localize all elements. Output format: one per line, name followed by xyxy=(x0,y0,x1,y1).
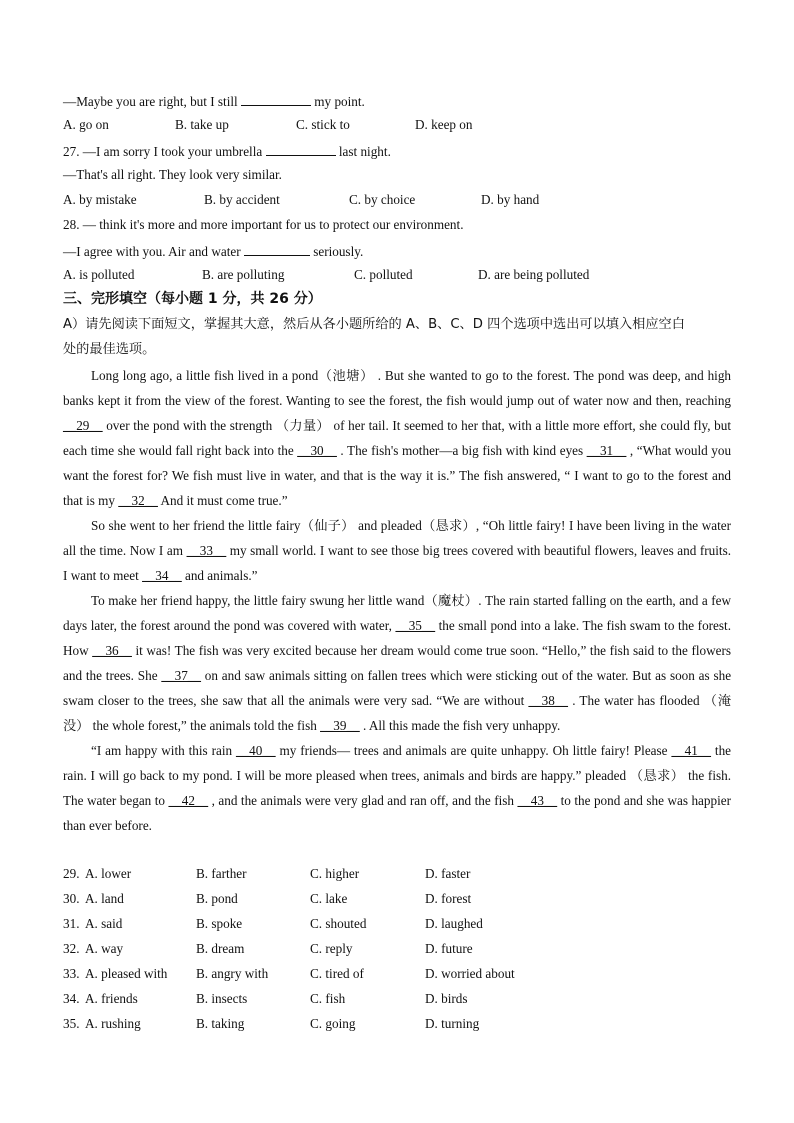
q26-dialog-text-end: my point. xyxy=(314,94,365,109)
option-a: A. land xyxy=(85,891,124,906)
option-a: A. said xyxy=(85,916,123,931)
q28-answer-blank xyxy=(244,241,310,256)
option-d: D. future xyxy=(425,941,473,956)
q27-question xyxy=(63,141,391,161)
option-a: A. friends xyxy=(85,991,138,1006)
option-c: C. higher xyxy=(310,866,360,881)
option-c: C. lake xyxy=(310,891,348,906)
q26-options xyxy=(63,116,473,134)
q27-option-a: A. by mistake xyxy=(63,192,137,207)
option-c: C. shouted xyxy=(310,916,367,931)
blank-43: __43__ xyxy=(517,793,558,808)
q26-dialog-line xyxy=(63,91,365,111)
option-c: C. fish xyxy=(310,991,346,1006)
passage-paragraph-1: Long long ago, a little fish lived in a pond（池塘） . But she wanted to go to the forest. The pond was deep, and high banks kept it from the view of the forest. Wanting to see the forest, the fish would jump out of water now and then, reaching __29__ over the pond with the strength （力量） of her tail. It seemed to her that, with a little more effort, she could fly, but each time she would fall right back into the __30__ . The fish's mother—a big fish with kind eyes __31__ , “What would you want the forest for? We fish must live in water, and that is the way it is.” The fish answered, “ I want to go to the forest and that is my __32__ And it must come true.” xyxy=(63,368,732,508)
q26-option-a: A. go on xyxy=(63,117,109,132)
blank-32: __32__ xyxy=(118,493,158,508)
blank-33: __33__ xyxy=(186,543,227,558)
cloze-passage xyxy=(63,363,731,838)
choice-row-32 xyxy=(63,940,473,958)
passage-paragraph-2: So she went to her friend the little fairy（仙子） and pleaded（恳求）, “Oh little fairy! I have been living in the water all the time. Now I am __33__ my small world. I want to see those big trees covered with beautiful flowers, leaves and fruits. I want to meet __34__ and animals.” xyxy=(63,518,732,583)
q28-option-c: C. polluted xyxy=(354,267,413,282)
passage-paragraph-3: To make her friend happy, the little fairy swung her little wand（魔杖）. The rain started falling on the earth, and a few days later, the forest around the pond was covered with water, __35__ the small pond into a lake. The fish swam to the forest. How __36__ it was! The fish was very excited because her dream would come true soon. “Hello,” the fish said to the flowers and the trees. She __37__ on and saw animals sitting on fallen trees which were sticking out of the water. But as soon as she swam closer to the trees, she saw that all the animals were very sad. “We are without __38__ . The water has flooded （淹没） the whole forest,” the animals told the fish __39__ . All this made the fish very unhappy. xyxy=(63,593,732,733)
blank-31: __31__ xyxy=(586,443,627,458)
q28-option-d: D. are being polluted xyxy=(478,267,590,282)
q26-option-d: D. keep on xyxy=(415,117,473,132)
option-c: C. tired of xyxy=(310,966,364,981)
q27-text: 27. —I am sorry I took your umbrella xyxy=(63,144,263,159)
q28-text: —I agree with you. Air and water xyxy=(63,244,241,259)
question-number: 29. xyxy=(63,866,80,881)
section-instruction-line2: 处的最佳选项。 xyxy=(63,342,156,357)
q26-dialog-text: —Maybe you are right, but I still xyxy=(63,94,238,109)
q27-option-c: C. by choice xyxy=(349,192,416,207)
q28-options xyxy=(63,266,589,284)
q27-option-b: B. by accident xyxy=(204,192,280,207)
q28-question: 28. — think it's more and more important for us to protect our environment. xyxy=(63,217,464,232)
option-b: B. spoke xyxy=(196,916,243,931)
blank-34: __34__ xyxy=(142,568,182,583)
blank-38: __38__ xyxy=(528,693,568,708)
blank-42: __42__ xyxy=(168,793,209,808)
question-number: 33. xyxy=(63,966,80,981)
q27-options xyxy=(63,191,539,209)
q27-option-d: D. by hand xyxy=(481,192,540,207)
section-heading: 三、完形填空（每小题 1 分，共 26 分） xyxy=(63,291,322,307)
blank-36: __36__ xyxy=(92,643,132,658)
choice-row-34 xyxy=(63,990,468,1008)
blank-41: __41__ xyxy=(671,743,711,758)
option-d: D. birds xyxy=(425,991,468,1006)
blank-40: __40__ xyxy=(235,743,276,758)
option-d: D. faster xyxy=(425,866,471,881)
blank-30: __30__ xyxy=(297,443,337,458)
q28-reply xyxy=(63,241,363,261)
blank-37: __37__ xyxy=(161,668,201,683)
option-d: D. forest xyxy=(425,891,472,906)
q26-option-b: B. take up xyxy=(175,117,229,132)
q28-option-b: B. are polluting xyxy=(202,267,285,282)
q28-text-end: seriously. xyxy=(313,244,364,259)
option-b: B. pond xyxy=(196,891,238,906)
option-d: D. turning xyxy=(425,1016,480,1031)
option-b: B. insects xyxy=(196,991,248,1006)
question-number: 31. xyxy=(63,916,80,931)
choice-row-31 xyxy=(63,915,483,933)
option-a: A. rushing xyxy=(85,1016,141,1031)
blank-29: __29__ xyxy=(63,418,103,433)
section-instruction-line1: A）请先阅读下面短文，掌握其大意，然后从各小题所给的 A、B、C、D 四个选项中选出可以填入相应空白 xyxy=(63,317,685,332)
option-b: B. taking xyxy=(196,1016,245,1031)
option-d: D. laughed xyxy=(425,916,483,931)
option-a: A. pleased with xyxy=(85,966,168,981)
option-b: B. angry with xyxy=(196,966,269,981)
q26-option-c: C. stick to xyxy=(296,117,350,132)
choice-row-29 xyxy=(63,865,470,883)
option-c: C. going xyxy=(310,1016,356,1031)
question-number: 30. xyxy=(63,891,80,906)
q26-answer-blank xyxy=(241,91,311,106)
passage-paragraph-4: “I am happy with this rain __40__ my friends— trees and animals are quite unhappy. Oh little fairy! Please __41__ the rain. I will go back to my pond. I will be more pleased when trees, animals and birds are happy.” pleaded （恳求） the fish. The water began to __42__ , and the animals were very glad and ran off, and the fish __43__ to the pond and she was happier than ever before. xyxy=(63,743,732,833)
q27-reply: —That's all right. They look very similar. xyxy=(63,167,282,182)
question-number: 34. xyxy=(63,991,80,1006)
option-d: D. worried about xyxy=(425,966,515,981)
choice-row-35 xyxy=(63,1015,479,1033)
choice-row-33 xyxy=(63,965,515,983)
question-number: 35. xyxy=(63,1016,80,1031)
option-b: B. farther xyxy=(196,866,247,881)
question-number: 32. xyxy=(63,941,80,956)
option-a: A. way xyxy=(85,941,124,956)
q27-answer-blank xyxy=(266,141,336,156)
blank-35: __35__ xyxy=(395,618,436,633)
q27-text-end: last night. xyxy=(338,144,391,159)
option-b: B. dream xyxy=(196,941,245,956)
option-a: A. lower xyxy=(85,866,132,881)
blank-39: __39__ xyxy=(320,718,360,733)
q28-option-a: A. is polluted xyxy=(63,267,135,282)
choice-row-30 xyxy=(63,890,471,908)
option-c: C. reply xyxy=(310,941,353,956)
